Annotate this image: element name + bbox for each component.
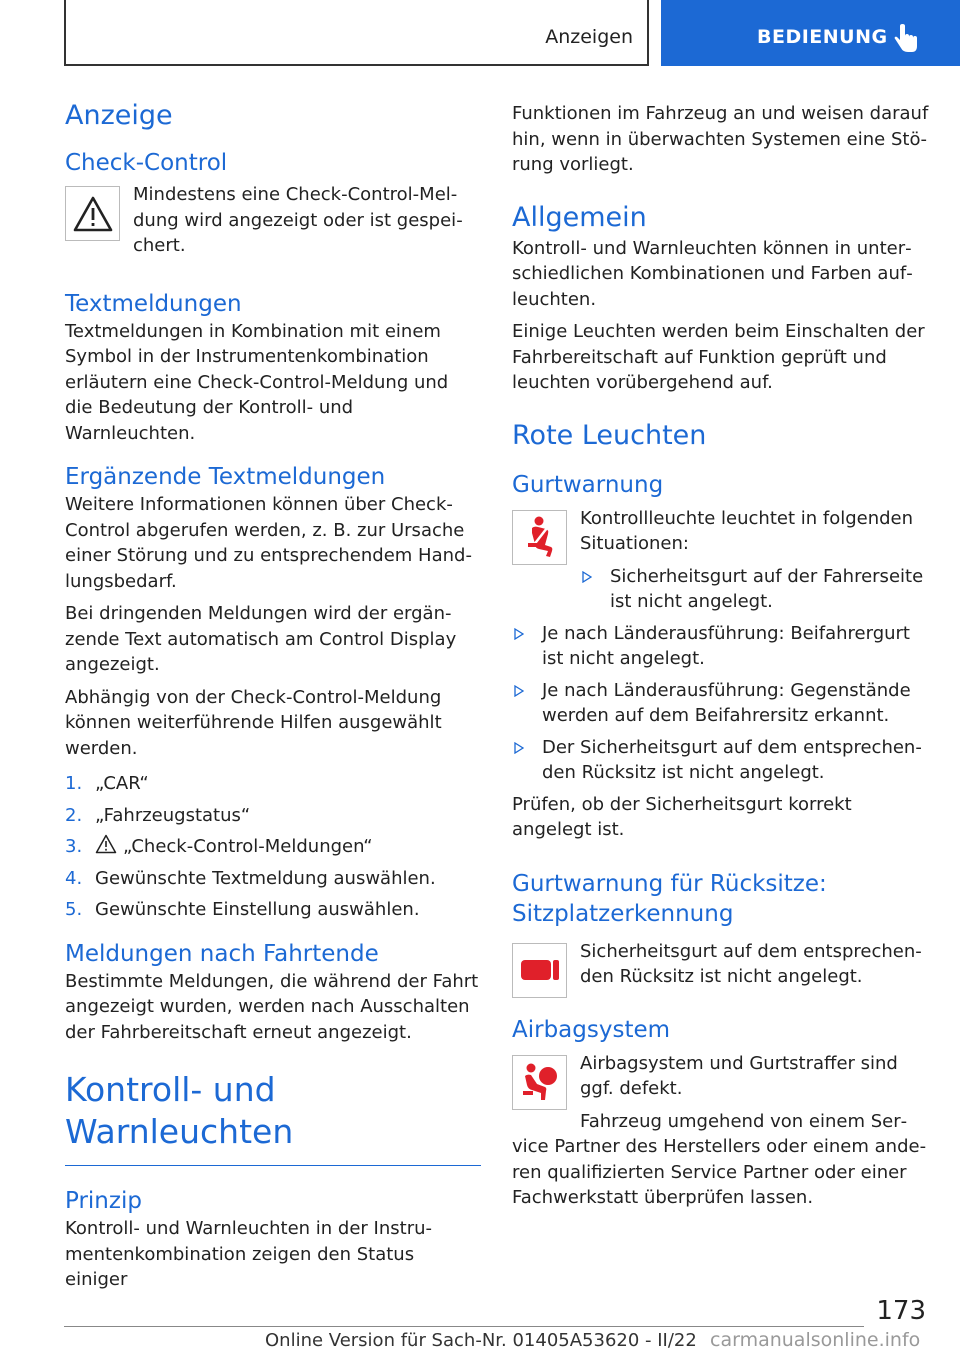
ergaenzende-paragraph-1: Weitere Informationen können über Check-Control abgerufen werden, z. B. zur Ursache einer Störung und zu entsprechendem Handlungsbedarf. [65, 494, 472, 592]
heading-rote-leuchten: Rote Leuchten [512, 419, 707, 451]
heading-allgemein: Allgemein [512, 201, 647, 233]
footer-online-version: Online Version für Sach-Nr. 01405A53620 - II/22 [265, 1330, 697, 1351]
list-item: 5. Gewünschte Einstellung auswählen. [65, 899, 420, 920]
airbag-row [512, 1051, 932, 1109]
steps-list [65, 771, 481, 923]
heading-gurtwarnung-ruecksitze: Gurtwarnung für Rücksitze: Sitzplatzerkennung [512, 870, 827, 927]
bullet-triangle-icon [514, 742, 524, 754]
list-item: 4. Gewünschte Textmeldung auswählen. [65, 867, 436, 889]
footer-rule [64, 1326, 864, 1327]
bullet-triangle-icon [514, 628, 524, 640]
heading-airbagsystem: Airbagsystem [512, 1016, 671, 1043]
list-item: Je nach Länderausführung: Gegenstände werden auf dem Beifahrersitz erkannt. [512, 678, 932, 729]
warning-triangle-icon [95, 834, 117, 854]
allgemein-paragraph-2: Einige Leuchten werden beim Einschalten der Fahrbereitschaft auf Funktion geprüft und leuchten vorübergehend auf. [512, 321, 925, 393]
prinzip-paragraph: Kontroll- und Warnleuchten in der Instrumentenkombination zeigen den Status einiger [65, 1218, 433, 1290]
heading-check-control: Check-Control [65, 150, 228, 176]
airbag-warning-icon [512, 1055, 567, 1110]
right-column [512, 101, 932, 1218]
header-chapter-title: BEDIENUNG [757, 26, 888, 48]
list-item: Je nach Länderausführung: Beifahrergurt ist nicht angelegt. [512, 621, 932, 672]
bullet-triangle-icon [514, 685, 524, 697]
check-control-row [65, 182, 481, 259]
pointing-hand-icon [893, 24, 919, 54]
ergaenzende-paragraph-2: Bei dringenden Meldungen wird der ergänzende Text automatisch am Control Display angezeigt. [65, 603, 457, 675]
list-item: 3. „Check-Control-Meldungen“ [65, 836, 373, 857]
list-item: 1. „CAR“ [65, 773, 149, 794]
bullet-triangle-icon [582, 571, 592, 583]
heading-anzeige: Anzeige [65, 100, 173, 131]
page-number: 173 [876, 1296, 926, 1326]
header-chapter-box [661, 0, 960, 66]
header-section-box [64, 0, 649, 66]
gurtwarnung-list [512, 621, 932, 786]
textmeldungen-paragraph: Textmeldungen in Kombination mit einem Symbol in der Instrumentenkombination erläutern eine Check-Control-Meldung und die Bedeutung der Kontroll- und Warnleuchten. [65, 320, 449, 444]
watermark: carmanualsonline.info [710, 1329, 921, 1351]
list-item: 2. „Fahrzeugstatus“ [65, 804, 251, 826]
heading-textmeldungen: Textmeldungen [65, 290, 242, 317]
check-control-text: Mindestens eine Check-Control-Meldung wird angezeigt oder ist gespeichert. [133, 184, 463, 256]
gurtwarnung-row [512, 506, 932, 615]
gurtwarnung-sublist [580, 564, 932, 615]
heading-ergaenzende: Ergänzende Textmeldungen [65, 464, 386, 490]
prinzip-continued: Funktionen im Fahrzeug an und weisen darauf hin, wenn in überwachten Systemen eine Störung vorliegt. [512, 103, 929, 175]
list-item: Sicherheitsgurt auf der Fahrerseite ist nicht angelegt. [580, 564, 932, 615]
heading-fahrtende: Meldungen nach Fahrtende [65, 940, 379, 967]
sitzplatzerkennung-row [512, 939, 932, 997]
header-section-title: Anzeigen [545, 26, 633, 48]
sitzplatzerkennung-text: Sicherheitsgurt auf dem entsprechenden Rücksitz ist nicht angelegt. [580, 940, 922, 987]
gurtwarnung-paragraph: Prüfen, ob der Sicherheitsgurt korrekt angelegt ist. [512, 793, 852, 840]
gurtwarnung-intro: Kontrollleuchte leuchtet in folgenden Situationen: [580, 507, 914, 554]
heading-gurtwarnung: Gurtwarnung [512, 471, 664, 498]
fahrtende-paragraph: Bestimmte Meldungen, die während der Fahrt angezeigt wurden, werden nach Ausschalten der Fahrbereitschaft erneut angezeigt. [65, 970, 479, 1043]
airbag-text: Airbagsystem und Gurtstraffer sind ggf. defekt. [580, 1052, 898, 1099]
heading-rule [65, 1165, 481, 1166]
rear-seat-belt-icon [512, 943, 567, 998]
seatbelt-warning-icon [512, 510, 567, 565]
allgemein-paragraph-1: Kontroll- und Warnleuchten können in unterschiedlichen Kombinationen und Farben aufleuchten. [512, 237, 913, 310]
ergaenzende-paragraph-3: Abhängig von der Check-Control-Meldung können weiterführende Hilfen ausgewählt werden. [65, 686, 442, 759]
heading-kontroll-warnleuchten: Kontroll- und Warnleuchten [65, 1070, 294, 1151]
airbag-paragraph: Fahrzeug umgehend von einem Service Partner des Herstellers oder einem anderen qualifizierten Service Partner oder einer Fachwerkstatt überprüfen lassen. [512, 1110, 927, 1208]
list-item: Der Sicherheitsgurt auf dem entsprechenden Rücksitz ist nicht angelegt. [512, 735, 932, 786]
warning-triangle-icon [65, 186, 120, 241]
heading-prinzip: Prinzip [65, 1188, 142, 1214]
left-column [65, 98, 481, 1300]
